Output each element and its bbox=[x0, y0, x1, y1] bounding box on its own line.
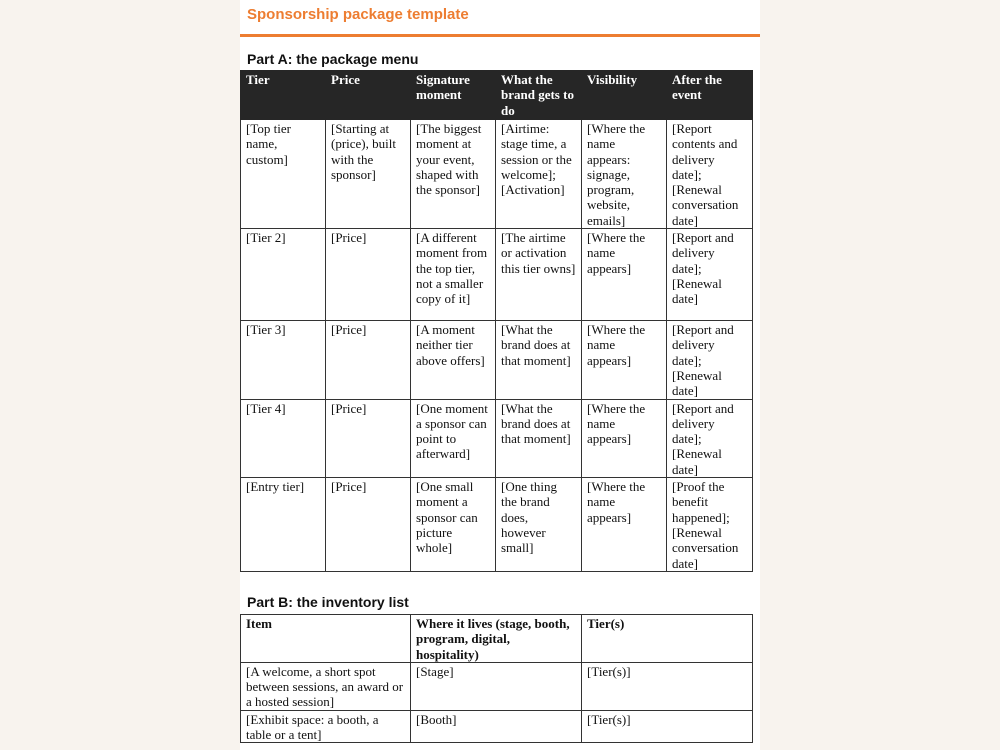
table-cell: [Starting at (price), built with the sponsor] bbox=[326, 120, 411, 229]
table-cell: [Exhibit space: a booth, a table or a tent] bbox=[241, 710, 411, 743]
table-cell: [Where the name appears: signage, program, website, emails] bbox=[582, 120, 667, 229]
table-cell: [Report contents and delivery date]; [Renewal conversation date] bbox=[667, 120, 753, 229]
table-cell: [Tier(s)] bbox=[582, 662, 753, 710]
title-underline bbox=[240, 34, 760, 37]
table-row bbox=[241, 229, 753, 321]
table-cell: [Tier 4] bbox=[241, 399, 326, 477]
table-cell: [A moment neither tier above offers] bbox=[411, 321, 496, 399]
table-cell: [Booth] bbox=[411, 710, 582, 743]
table-row bbox=[241, 321, 753, 399]
table-cell: [One thing the brand does, however small] bbox=[496, 478, 582, 572]
table-cell: [Report and delivery date]; [Renewal date] bbox=[667, 229, 753, 321]
table-cell: [Top tier name, custom] bbox=[241, 120, 326, 229]
part-a-heading: Part A: the package menu bbox=[247, 51, 419, 67]
table-row bbox=[241, 478, 753, 572]
table-cell: [Where the name appears] bbox=[582, 321, 667, 399]
table-cell: [Entry tier] bbox=[241, 478, 326, 572]
table-cell: [One moment a sponsor can point to afterward] bbox=[411, 399, 496, 477]
inventory-table bbox=[240, 614, 753, 743]
table-cell: [Report and delivery date]; [Renewal date] bbox=[667, 399, 753, 477]
table-cell: [Tier 2] bbox=[241, 229, 326, 321]
table-cell: [Tier 3] bbox=[241, 321, 326, 399]
table-cell: [Proof the benefit happened]; [Renewal conversation date] bbox=[667, 478, 753, 572]
table-cell: [Price] bbox=[326, 229, 411, 321]
table-cell: [Stage] bbox=[411, 662, 582, 710]
document-title: Sponsorship package template bbox=[247, 6, 469, 23]
table-row bbox=[241, 662, 753, 710]
part-b-heading: Part B: the inventory list bbox=[247, 594, 409, 610]
table-cell: [Tier(s)] bbox=[582, 710, 753, 743]
table-cell: [Where the name appears] bbox=[582, 229, 667, 321]
table-cell: [What the brand does at that moment] bbox=[496, 399, 582, 477]
table-cell: [What the brand does at that moment] bbox=[496, 321, 582, 399]
table-row bbox=[241, 120, 753, 229]
column-header-tier: Tier bbox=[241, 71, 326, 120]
column-header-price: Price bbox=[326, 71, 411, 120]
table-cell: [Price] bbox=[326, 321, 411, 399]
column-header-after-event: After the event bbox=[667, 71, 753, 120]
table-cell: [A welcome, a short spot between sessions, an award or a hosted session] bbox=[241, 662, 411, 710]
table-cell: [Price] bbox=[326, 399, 411, 477]
column-header-item: Item bbox=[241, 615, 411, 663]
column-header-signature-moment: Signature moment bbox=[411, 71, 496, 120]
table-cell: [Where the name appears] bbox=[582, 478, 667, 572]
table-header-row bbox=[241, 615, 753, 663]
table-row bbox=[241, 710, 753, 743]
column-header-location: Where it lives (stage, booth, program, digital, hospitality) bbox=[411, 615, 582, 663]
table-cell: [A different moment from the top tier, not a smaller copy of it] bbox=[411, 229, 496, 321]
table-cell: [Airtime: stage time, a session or the welcome]; [Activation] bbox=[496, 120, 582, 229]
table-header-row bbox=[241, 71, 753, 120]
table-cell: [One small moment a sponsor can picture whole] bbox=[411, 478, 496, 572]
table-cell: [Where the name appears] bbox=[582, 399, 667, 477]
table-cell: [Report and delivery date]; [Renewal date] bbox=[667, 321, 753, 399]
table-row bbox=[241, 399, 753, 477]
table-cell: [Price] bbox=[326, 478, 411, 572]
column-header-brand-actions: What the brand gets to do bbox=[496, 71, 582, 120]
package-menu-table bbox=[240, 70, 753, 572]
column-header-tiers: Tier(s) bbox=[582, 615, 753, 663]
table-cell: [The airtime or activation this tier owns] bbox=[496, 229, 582, 321]
table-cell: [The biggest moment at your event, shaped with the sponsor] bbox=[411, 120, 496, 229]
column-header-visibility: Visibility bbox=[582, 71, 667, 120]
